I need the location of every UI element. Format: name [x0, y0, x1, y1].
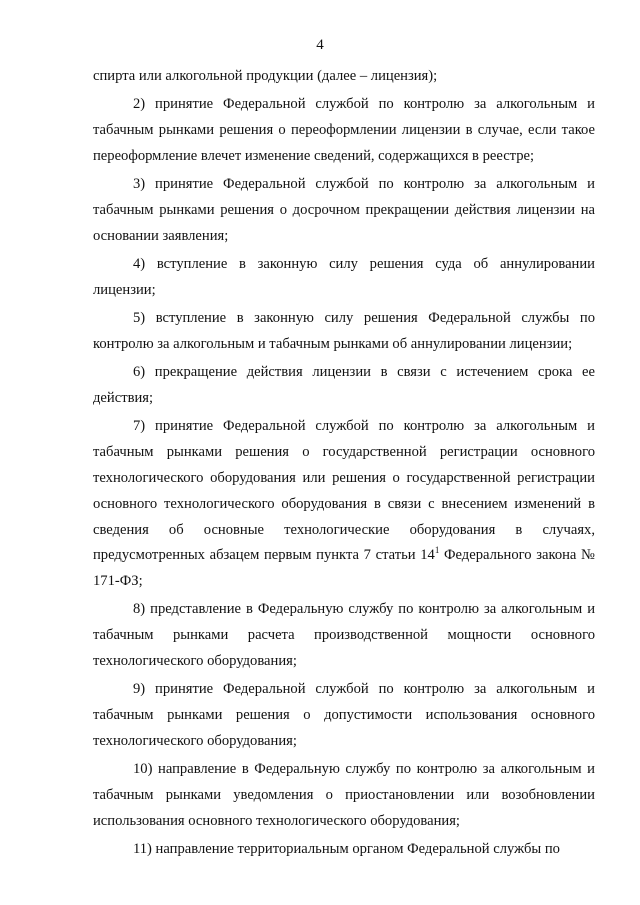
paragraph-continuation: спирта или алкогольной продукции (далее – лицензия);: [93, 68, 438, 84]
list-item-7-text-end: Федерального закона № 171-ФЗ;: [93, 547, 595, 590]
list-item-2: 2) принятие Федеральной службой по контролю за алкогольным и табачным рынками решения о переоформлении лицензии в случае, если такое переоформление влечет изменение сведений, содержащихся в реестре;: [93, 96, 595, 164]
list-item-5: 5) вступление в законную силу решения Федеральной службы по контролю за алкогольным и табачным рынками об аннулировании лицензии;: [93, 309, 595, 352]
body-text: [93, 64, 595, 865]
list-item-10: 10) направление в Федеральную службу по контролю за алкогольным и табачным рынками уведомления о приостановлении или возобновлении использования основного технологического оборудования;: [93, 761, 595, 830]
list-item-7: [93, 414, 595, 595]
list-item-6: 6) прекращение действия лицензии в связи с истечением срока ее действия;: [93, 363, 595, 406]
page-number: 4: [316, 37, 324, 53]
list-item-3: 3) принятие Федеральной службой по контролю за алкогольным и табачным рынками решения о досрочном прекращении действия лицензии на основании заявления;: [93, 176, 595, 244]
list-item-8: 8) представление в Федеральную службу по контролю за алкогольным и табачным рынками расчета производственной мощности основного технологического оборудования;: [93, 601, 595, 670]
list-item-9: 9) принятие Федеральной службой по контролю за алкогольным и табачным рынками решения о допустимости использования основного технологического оборудования;: [93, 681, 595, 750]
article-superscript: 1: [434, 545, 440, 556]
list-item-4: 4) вступление в законную силу решения суда об аннулировании лицензии;: [93, 255, 595, 298]
list-item-7-text: 7) принятие Федеральной службой по контролю за алкогольным и табачным рынками решения о государственной регистрации основного технологического оборудования или решения о государственной регистрации основного технологического оборудования в связи с внесением изменений в сведения об основные технологические оборудования в случаях, предусмотренных абзацем первым пункта 7 статьи 14: [93, 417, 595, 564]
list-item-11: 11) направление территориальным органом Федеральной службы по: [133, 841, 560, 858]
